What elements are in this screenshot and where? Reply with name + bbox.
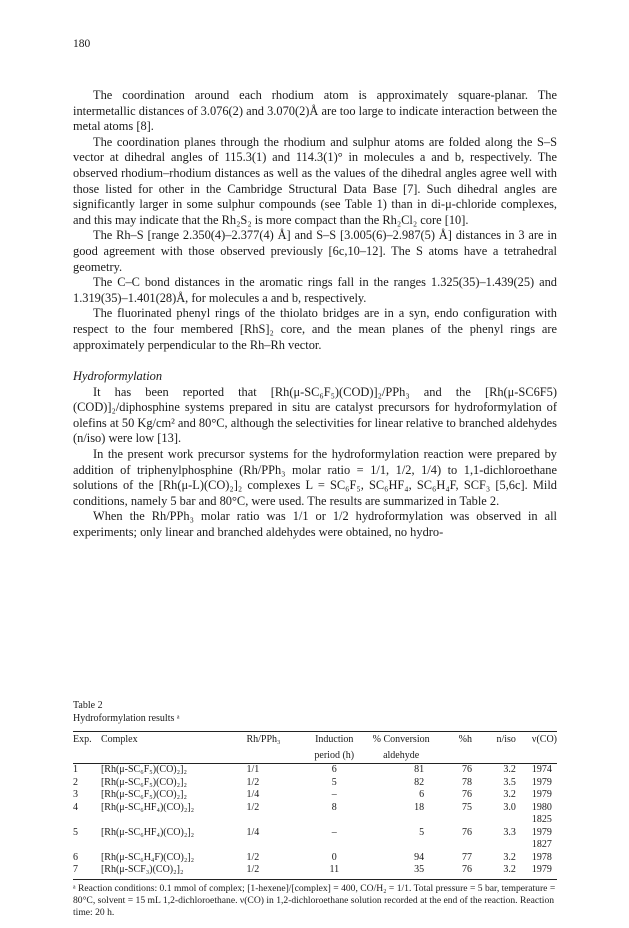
- cell-niso: 3.0: [503, 801, 516, 813]
- cell-induction: 6: [331, 764, 337, 775]
- cell-co: 1979: [531, 826, 552, 838]
- cell-conversion: 82: [414, 776, 425, 788]
- cell-conversion: 35: [364, 864, 438, 879]
- cell-conversion: 94: [414, 851, 425, 863]
- table-row: [73, 827, 557, 840]
- cell-h: 76: [461, 826, 472, 838]
- cell-complex: [Rh(μ-SC₆F₅)(CO)₂]₂: [100, 789, 187, 800]
- cell-ratio: [246, 814, 304, 827]
- table-row: [73, 802, 557, 815]
- cell-co: 1974: [531, 764, 552, 775]
- table-label: Table 2: [73, 700, 103, 711]
- col-complex: Complex: [101, 732, 246, 748]
- cell-niso: [480, 839, 526, 852]
- cell-exp: 5: [73, 826, 78, 838]
- col-induction: Induction: [304, 732, 364, 748]
- col-induction-sub: period (h): [304, 748, 364, 764]
- cell-co: 1979: [531, 789, 552, 800]
- cell-ratio: 1/4: [246, 826, 260, 838]
- col-exp: Exp.: [73, 732, 101, 748]
- paragraph: The coordination around each rhodium atom is approximately square-planar. The intermetallic distances of 3.076(2) and 3.070(2)Å are too large to indicate interaction between the metal atoms [8].: [73, 88, 557, 134]
- cell-exp: [73, 839, 101, 852]
- cell-complex: [Rh(μ-SC₆F₅)(CO)₂]₂: [100, 776, 187, 788]
- table-row: [73, 864, 557, 879]
- table-footnote: ᵃ Reaction conditions: 0.1 mmol of complex; [1-hexene]/[complex] = 400, CO/H₂ = 1/1. Total pressure = 5 bar, temperature = 80°C, solvent = 15 mL 1,2-dichloroethane. ν(CO) in 1,2-dichloroethane solution recorded at the end of the reaction. Reaction time: 20 h.: [73, 882, 556, 918]
- cell-ratio: 1/1: [246, 764, 260, 775]
- cell-ratio: 1/2: [246, 776, 260, 788]
- body-text: [73, 88, 557, 541]
- cell-ratio: 1/4: [246, 789, 260, 800]
- table-row: [73, 777, 557, 790]
- cell-exp: 3: [73, 789, 78, 800]
- cell-complex: [Rh(μ-SC₆F₅)(CO)₂]₂: [100, 764, 187, 775]
- cell-complex: [Rh(μ-SC₆HF₄)(CO)₂]₂: [100, 801, 195, 813]
- col-conversion-sub: aldehyde: [364, 748, 438, 764]
- section-heading: Hydroformylation: [73, 369, 163, 384]
- cell-co: 1825: [531, 814, 552, 825]
- cell-conversion: 18: [414, 801, 425, 813]
- cell-complex: [Rh(μ-SCF₃)(CO)₂]₂: [101, 864, 246, 879]
- paragraph: The coordination planes through the rhodium and sulphur atoms are folded along the S–S vector at dihedral angles of 115.3(1) and 114.3(1)° in molecules a and b, respectively. The observed rhodium–rhodium distances as well as the values of the dihedral angles agree well with those listed for other in the Cambridge Structural Data Base [7]. Such dihedral angles are significantly larger in some sulphur compounds (see Table 1) than in di-μ-chloride complexes, and this may indicate that the Rh₂S₂ is more compact than the Rh₂Cl₂ core [10].: [73, 134, 557, 227]
- cell-conversion: 81: [414, 764, 425, 775]
- cell-complex: [101, 814, 246, 827]
- cell-h: [438, 814, 480, 827]
- paragraph: The Rh–S [range 2.350(4)–2.377(4) Å] and S–S [3.005(6)–2.987(5) Å] distances in 3 are in good agreement with those observed previously [6c,10–12]. The S atoms have a tetrahedral geometry.: [73, 228, 557, 274]
- cell-conversion: 5: [419, 826, 425, 838]
- table-caption: Hydroformylation results ᵃ: [73, 712, 180, 724]
- table-row: [73, 789, 557, 802]
- col-niso: n/iso: [480, 732, 526, 748]
- cell-h: 77: [461, 851, 472, 863]
- col-h: %h: [438, 732, 480, 748]
- cell-niso: 3.2: [503, 764, 516, 775]
- cell-h: [438, 839, 480, 852]
- cell-induction: –: [331, 789, 337, 800]
- cell-co: 1979: [531, 776, 552, 788]
- cell-niso: 3.3: [503, 826, 516, 838]
- cell-conversion: [364, 814, 438, 827]
- col-conversion: % Conversion: [364, 732, 438, 748]
- cell-niso: [480, 814, 526, 827]
- cell-niso: 3.2: [503, 789, 516, 800]
- cell-ratio: [246, 839, 304, 852]
- cell-exp: 6: [73, 851, 78, 863]
- cell-co: 1979: [526, 864, 557, 879]
- cell-induction: [304, 839, 364, 852]
- cell-co: 1980: [531, 801, 552, 813]
- table-row: [73, 839, 557, 852]
- table-row: [73, 852, 557, 865]
- cell-induction: 5: [331, 776, 337, 788]
- cell-induction: 0: [331, 851, 337, 863]
- table-row: [73, 764, 557, 777]
- paragraph: It has been reported that [Rh(μ-SC₆F₅)(COD)]₂/PPh₃ and the [Rh(μ-SC6F5)(COD)]₂/diphosphine systems prepared in situ are catalyst precursors for hydroformylation of olefins at 50 Kg/cm² and 80°C, although the selectivities for linear relative to branched aldehydes (n/iso) were low [13].: [73, 384, 557, 446]
- paragraph: When the Rh/PPh₃ molar ratio was 1/1 or 1/2 hydroformylation was observed in all experiments; only linear and branched aldehydes were obtained, no hydro-: [73, 509, 557, 540]
- cell-niso: 3.2: [503, 851, 516, 863]
- cell-co: 1827: [531, 839, 552, 850]
- paragraph: The C–C bond distances in the aromatic rings fall in the ranges 1.325(35)–1.439(25) and 1.319(35)–1.401(28)Å, for molecules a and b, respectively.: [73, 275, 557, 305]
- cell-ratio: 1/2: [246, 851, 260, 863]
- cell-h: 75: [461, 801, 472, 813]
- cell-h: 78: [461, 776, 472, 788]
- table-row: [73, 814, 557, 827]
- cell-induction: 8: [331, 801, 337, 813]
- cell-co: 1978: [531, 851, 552, 863]
- cell-exp: [73, 814, 101, 827]
- cell-complex: [Rh(μ-SC₆H₄F)(CO)₂]₂: [100, 851, 195, 863]
- cell-complex: [101, 839, 246, 852]
- cell-exp: 1: [73, 764, 78, 775]
- cell-induction: –: [331, 826, 337, 838]
- cell-ratio: 1/2: [246, 864, 304, 879]
- cell-exp: 7: [73, 864, 101, 879]
- paragraph: In the present work precursor systems for the hydroformylation reaction were prepared by addition of triphenylphosphine (Rh/PPh₃ molar ratio = 1/1, 1/2, 1/4) to 1,1-dichloroethane solutions of the [Rh(μ-L)(CO)₂]₂ complexes L = SC₆F₅, SC₆HF₄, SC₆H₄F, SCF₃ [5,6c]. Mild conditions, namely 5 bar and 80°C, were used. The results are summarized in Table 2.: [73, 447, 557, 508]
- cell-exp: 4: [73, 801, 78, 813]
- cell-h: 76: [461, 789, 472, 800]
- cell-conversion: [364, 839, 438, 852]
- table-2: [73, 700, 557, 928]
- cell-niso: 3.5: [503, 776, 516, 788]
- cell-h: 76: [438, 864, 480, 879]
- col-ratio: Rh/PPh₃: [246, 732, 304, 748]
- cell-conversion: 6: [419, 789, 425, 800]
- cell-induction: [304, 814, 364, 827]
- cell-h: 76: [461, 764, 472, 775]
- cell-complex: [Rh(μ-SC₆HF₄)(CO)₂]₂: [100, 826, 195, 838]
- cell-niso: 3.2: [480, 864, 526, 879]
- cell-exp: 2: [73, 776, 78, 788]
- col-co: ν(CO): [526, 732, 557, 748]
- cell-induction: 11: [304, 864, 364, 879]
- results-table: [73, 731, 557, 880]
- page-number: 180: [73, 38, 91, 50]
- paragraph: The fluorinated phenyl rings of the thiolato bridges are in a syn, endo configuration with respect to the four membered [RhS]₂ core, and the mean planes of the phenyl rings are approximately perpendicular to the Rh–Rh vector.: [73, 306, 557, 352]
- cell-ratio: 1/2: [246, 801, 260, 813]
